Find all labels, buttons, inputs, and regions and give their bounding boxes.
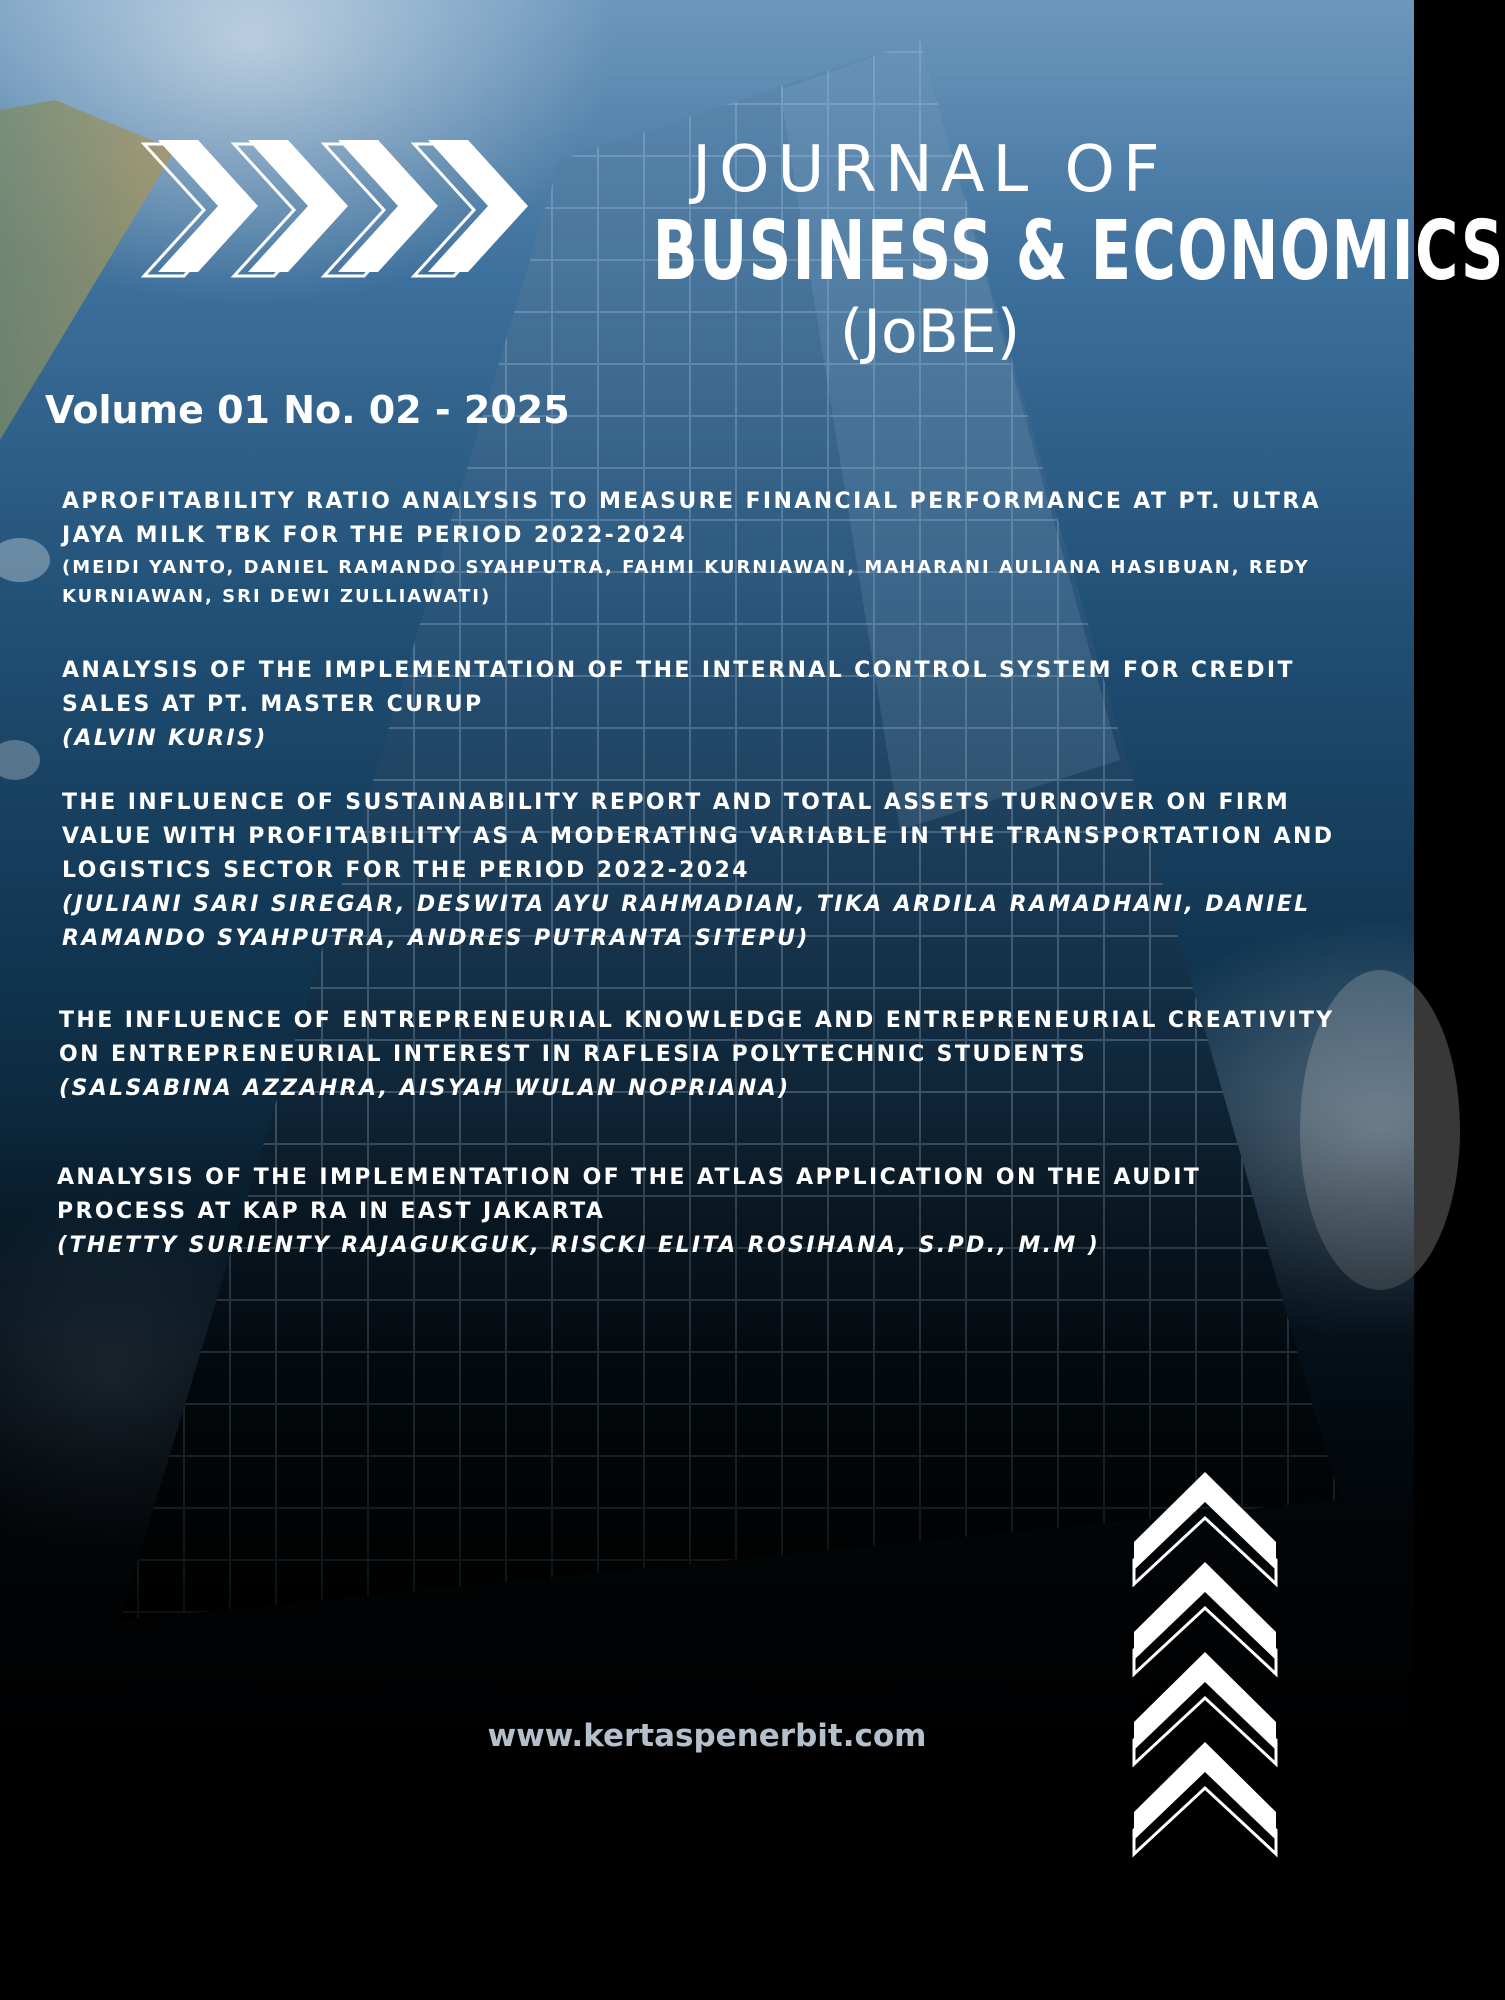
article-authors: (MEIDI YANTO, DANIEL RAMANDO SYAHPUTRA, FAHMI KURNIAWAN, MAHARANI AULIANA HASIBUAN, REDY KURNIAWAN, SRI DEWI ZULLIAWATI)	[62, 557, 1310, 607]
article-title: THE INFLUENCE OF SUSTAINABILITY REPORT AND TOTAL ASSETS TURNOVER ON FIRM VALUE WITH PROFITABILITY AS A MODERATING VARIABLE IN THE TRANSPORTATION AND LOGISTICS SECTOR FOR THE PERIOD 2022-2024	[62, 790, 1335, 883]
journal-title-abbreviation: (JoBE)	[839, 297, 1021, 367]
article-authors: (SALSABINA AZZAHRA, AISYAH WULAN NOPRIANA)	[59, 1076, 791, 1101]
article-4	[59, 1004, 1359, 1106]
chevrons-up-icon	[1130, 1472, 1280, 1862]
journal-title-line1: JOURNAL OF	[692, 133, 1168, 207]
publisher-website: www.kertaspenerbit.com	[487, 1718, 927, 1754]
article-title: ANALYSIS OF THE IMPLEMENTATION OF THE ATLAS APPLICATION ON THE AUDIT PROCESS AT KAP RA IN EAST JAKARTA	[57, 1165, 1202, 1224]
chevrons-right-icon	[140, 140, 530, 280]
article-title: ANALYSIS OF THE IMPLEMENTATION OF THE INTERNAL CONTROL SYSTEM FOR CREDIT SALES AT PT. MASTER CURUP	[62, 658, 1295, 717]
article-2	[62, 654, 1362, 756]
article-title: THE INFLUENCE OF ENTREPRENEURIAL KNOWLEDGE AND ENTREPRENEURIAL CREATIVITY ON ENTREPRENEURIAL INTEREST IN RAFLESIA POLYTECHNIC STUDENTS	[59, 1008, 1335, 1067]
article-authors: (ALVIN KURIS)	[62, 726, 268, 751]
article-3	[62, 786, 1362, 956]
journal-title-line2: BUSINESS & ECONOMICS	[652, 204, 1505, 299]
article-5	[57, 1161, 1357, 1263]
article-authors: (JULIANI SARI SIREGAR, DESWITA AYU RAHMADIAN, TIKA ARDILA RAMADHANI, DANIEL RAMANDO SYAHPUTRA, ANDRES PUTRANTA SITEPU)	[62, 892, 1311, 951]
article-title: APROFITABILITY RATIO ANALYSIS TO MEASURE FINANCIAL PERFORMANCE AT PT. ULTRA JAYA MILK TBK FOR THE PERIOD 2022-2024	[62, 489, 1322, 548]
article-1	[62, 485, 1362, 611]
article-authors: (THETTY SURIENTY RAJAGUKGUK, RISCKI ELITA ROSIHANA, S.PD., M.M )	[57, 1233, 1101, 1258]
volume-label: Volume 01 No. 02 - 2025	[45, 388, 570, 432]
